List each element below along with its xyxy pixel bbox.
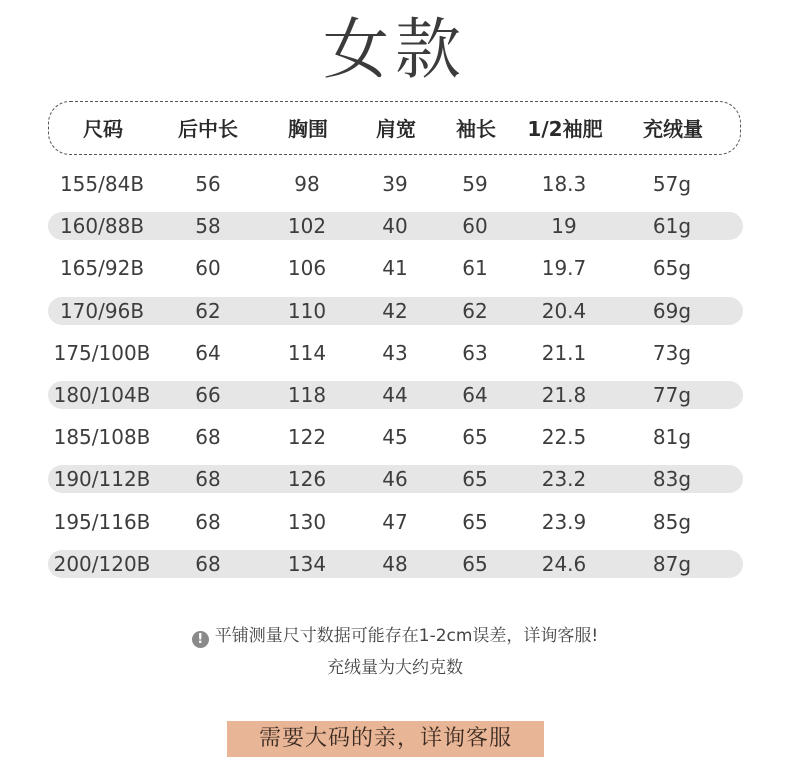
table-cell: 61g: [652, 214, 692, 238]
table-row: [48, 508, 743, 536]
large-size-banner: 需要大码的亲，详询客服: [227, 721, 544, 757]
table-cell: 134: [287, 552, 327, 576]
table-cell: 118: [287, 383, 327, 407]
table-cell: 58: [195, 214, 221, 238]
table-cell: 46: [382, 467, 408, 491]
table-cell: 22.5: [541, 425, 587, 449]
table-cell: 64: [462, 383, 488, 407]
table-cell: 200/120B: [53, 552, 151, 576]
table-cell: 110: [287, 299, 327, 323]
table-cell: 23.2: [541, 467, 587, 491]
table-cell: 65g: [652, 256, 692, 280]
table-row: [48, 381, 743, 409]
table-row: [48, 297, 743, 325]
table-cell: 44: [382, 383, 408, 407]
table-cell: 190/112B: [53, 467, 151, 491]
table-cell: 47: [382, 510, 408, 534]
table-cell: 21.1: [541, 341, 587, 365]
table-cell: 180/104B: [53, 383, 151, 407]
note-measurement-error: 平铺测量尺寸数据可能存在1-2cm误差，详询客服!: [214, 626, 599, 646]
table-cell: 73g: [652, 341, 692, 365]
header-half-sleeve-width: 1/2袖肥: [527, 117, 603, 141]
table-cell: 65: [462, 467, 488, 491]
table-cell: 85g: [652, 510, 692, 534]
table-row: [48, 339, 743, 367]
table-cell: 21.8: [541, 383, 587, 407]
table-row: [48, 212, 743, 240]
table-cell: 40: [382, 214, 408, 238]
table-cell: 60: [195, 256, 221, 280]
table-cell: 62: [462, 299, 488, 323]
table-cell: 63: [462, 341, 488, 365]
table-cell: 68: [195, 510, 221, 534]
table-cell: 19: [551, 214, 577, 238]
table-cell: 68: [195, 425, 221, 449]
table-cell: 42: [382, 299, 408, 323]
table-cell: 61: [462, 256, 488, 280]
table-cell: 155/84B: [59, 172, 145, 196]
note-down-fill: 充绒量为大约克数: [327, 658, 463, 678]
table-cell: 20.4: [541, 299, 587, 323]
table-row: [48, 170, 743, 198]
table-cell: 19.7: [541, 256, 587, 280]
table-row: [48, 465, 743, 493]
table-cell: 24.6: [541, 552, 587, 576]
header-shoulder: 肩宽: [376, 117, 416, 141]
header-sleeve-length: 袖长: [456, 117, 496, 141]
table-cell: 60: [462, 214, 488, 238]
note-line-1: [0, 624, 790, 648]
table-cell: 77g: [652, 383, 692, 407]
table-cell: 83g: [652, 467, 692, 491]
table-row: [48, 423, 743, 451]
header-chest: 胸围: [288, 117, 328, 141]
table-cell: 170/96B: [59, 299, 145, 323]
table-cell: 43: [382, 341, 408, 365]
table-cell: 175/100B: [53, 341, 151, 365]
table-cell: 59: [462, 172, 488, 196]
table-cell: 65: [462, 552, 488, 576]
table-cell: 65: [462, 425, 488, 449]
header-back-length: 后中长: [178, 117, 238, 141]
table-cell: 68: [195, 552, 221, 576]
table-cell: 64: [195, 341, 221, 365]
header-size: 尺码: [83, 117, 123, 141]
table-row: [48, 254, 743, 282]
table-cell: 56: [195, 172, 221, 196]
table-cell: 48: [382, 552, 408, 576]
table-cell: 114: [287, 341, 327, 365]
table-cell: 122: [287, 425, 327, 449]
table-cell: 126: [287, 467, 327, 491]
table-cell: 102: [287, 214, 327, 238]
page-title: 女款: [323, 11, 467, 88]
table-cell: 195/116B: [53, 510, 151, 534]
table-cell: 185/108B: [53, 425, 151, 449]
table-cell: 62: [195, 299, 221, 323]
table-cell: 68: [195, 467, 221, 491]
table-cell: 39: [382, 172, 408, 196]
header-down-fill: 充绒量: [643, 117, 703, 141]
table-row: [48, 550, 743, 578]
table-cell: 130: [287, 510, 327, 534]
table-cell: 160/88B: [59, 214, 145, 238]
table-cell: 41: [382, 256, 408, 280]
table-cell: 106: [287, 256, 327, 280]
table-cell: 69g: [652, 299, 692, 323]
table-cell: 81g: [652, 425, 692, 449]
table-cell: 87g: [652, 552, 692, 576]
table-cell: 165/92B: [59, 256, 145, 280]
table-cell: 23.9: [541, 510, 587, 534]
exclamation-circle-icon: !: [192, 631, 209, 648]
table-cell: 65: [462, 510, 488, 534]
table-cell: 98: [294, 172, 320, 196]
table-cell: 18.3: [541, 172, 587, 196]
table-header: [48, 101, 741, 155]
table-cell: 45: [382, 425, 408, 449]
table-cell: 66: [195, 383, 221, 407]
table-cell: 57g: [652, 172, 692, 196]
